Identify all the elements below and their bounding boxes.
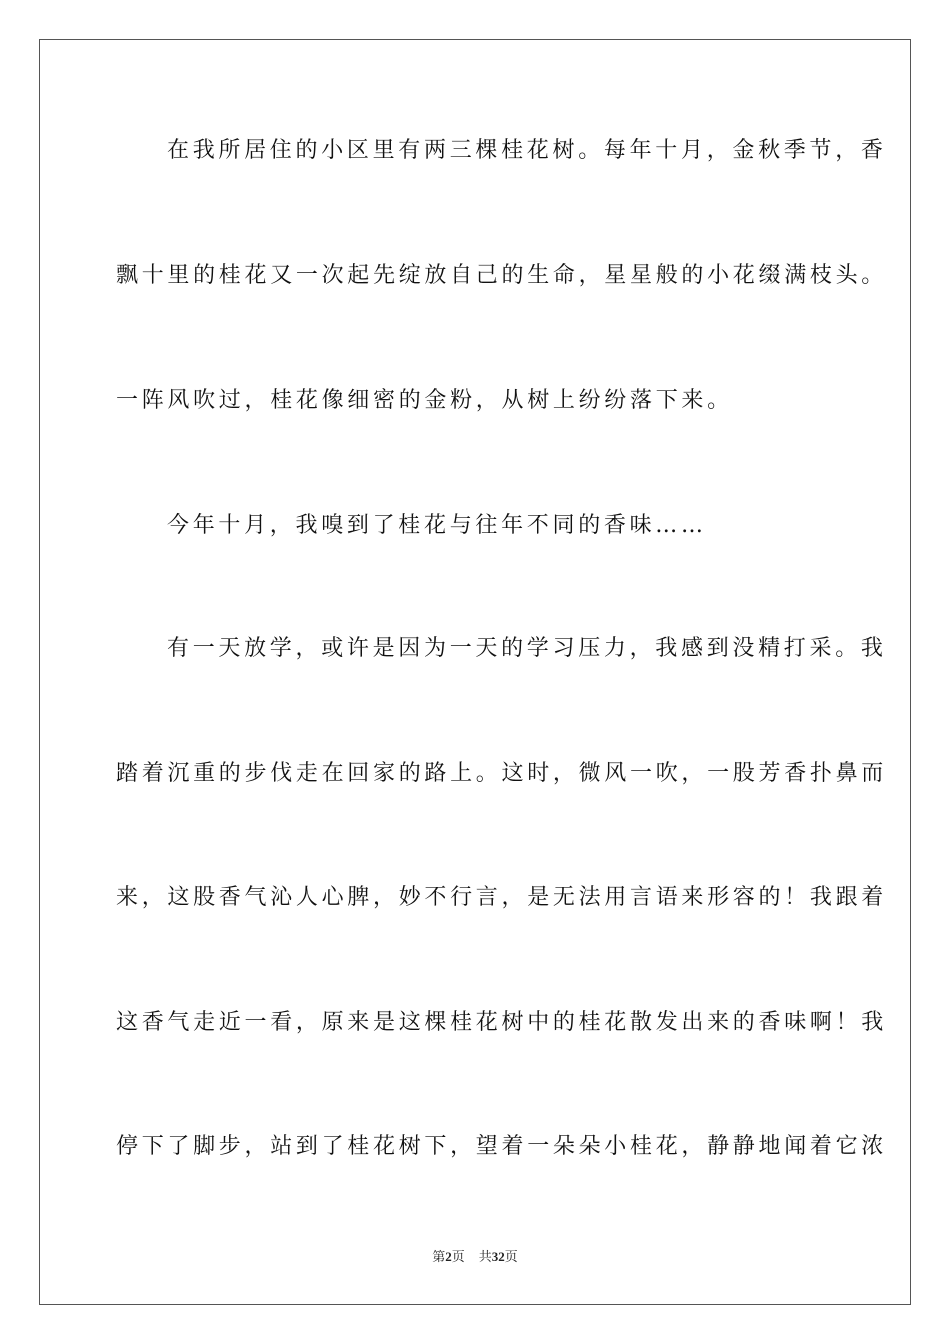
paragraph-2-line-1: 今年十月，我嗅到了桂花与往年不同的香味……	[167, 513, 707, 538]
paragraph-1-line-1: 在我所居住的小区里有两三棵桂花树。每年十月，金秋季节，香	[167, 138, 887, 163]
page-prefix: 第	[432, 1249, 446, 1264]
total-pages: 32	[491, 1249, 505, 1264]
paragraph-3-line-3: 来，这股香气沁人心脾，妙不行言，是无法用言语来形容的！我跟着	[116, 885, 888, 910]
page-border	[39, 39, 911, 1305]
paragraph-3-line-2: 踏着沉重的步伐走在回家的路上。这时，微风一吹，一股芳香扑鼻而	[116, 761, 888, 786]
paragraph-3-line-5: 停下了脚步，站到了桂花树下，望着一朵朵小桂花，静静地闻着它浓	[116, 1134, 888, 1159]
total-suffix: 页	[504, 1249, 518, 1264]
page-suffix: 页	[451, 1249, 465, 1264]
paragraph-3-line-4: 这香气走近一看，原来是这棵桂花树中的桂花散发出来的香味啊！我	[116, 1010, 888, 1035]
page-number: 2	[445, 1249, 452, 1264]
page-footer	[0, 1248, 950, 1266]
paragraph-1-line-3: 一阵风吹过，桂花像细密的金粉，从树上纷纷落下来。	[116, 388, 733, 413]
paragraph-1-line-2: 飘十里的桂花又一次起先绽放自己的生命，星星般的小花缀满枝头。	[116, 263, 888, 288]
paragraph-3-line-1: 有一天放学，或许是因为一天的学习压力，我感到没精打采。我	[167, 636, 887, 661]
total-prefix: 共	[478, 1249, 492, 1264]
